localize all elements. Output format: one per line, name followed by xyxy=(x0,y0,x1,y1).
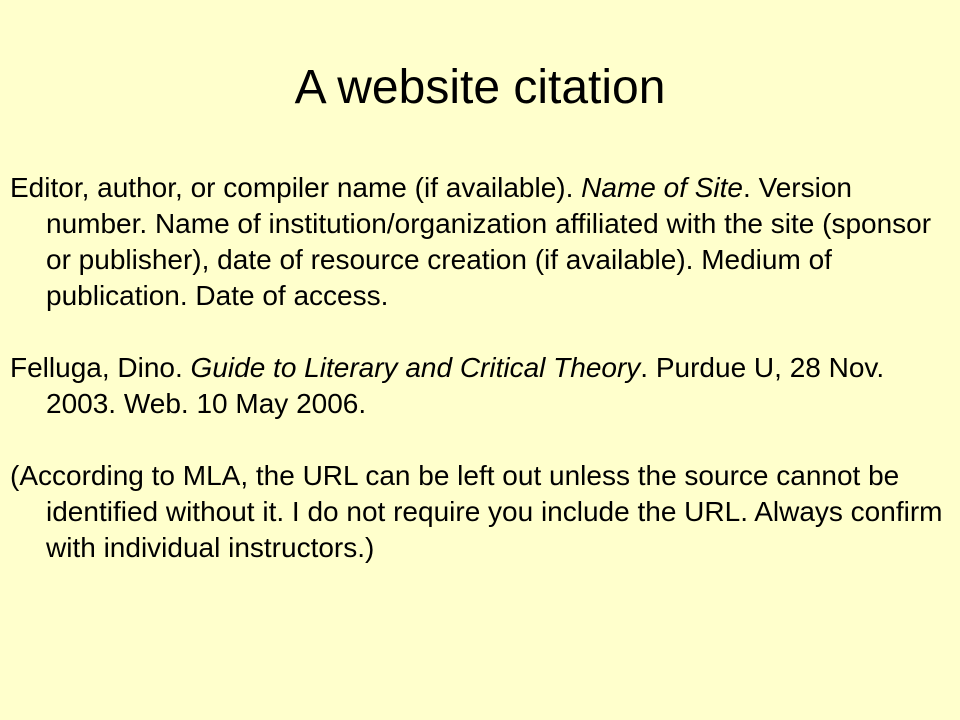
format-text-part1: Editor, author, or compiler name (if available). xyxy=(10,172,582,203)
slide-title: A website citation xyxy=(294,61,666,114)
format-site-name: Name of Site xyxy=(581,172,744,203)
slide-body xyxy=(10,170,945,566)
paragraph-spacer xyxy=(10,422,945,458)
mla-note-paragraph: (According to MLA, the URL can be left out unless the source cannot be identified without it. I do not require you include the URL. Always confirm with individual instructors.) xyxy=(10,460,943,563)
format-text-part2: . Version number. Name of institution/organization affiliated with the site (sponsor or publisher), date of resource creation (if available). Medium of publication. Date of access. xyxy=(46,172,932,311)
example-text-part2: . Purdue U, 28 Nov. 2003. Web. 10 May 2006. xyxy=(46,352,885,419)
example-title-italic: Guide to Literary and Critical Theory xyxy=(190,352,641,383)
paragraph-spacer xyxy=(10,314,945,350)
example-text-part1: Felluga, Dino. xyxy=(10,352,191,383)
citation-format-paragraph xyxy=(10,170,945,314)
citation-example-paragraph xyxy=(10,350,945,422)
